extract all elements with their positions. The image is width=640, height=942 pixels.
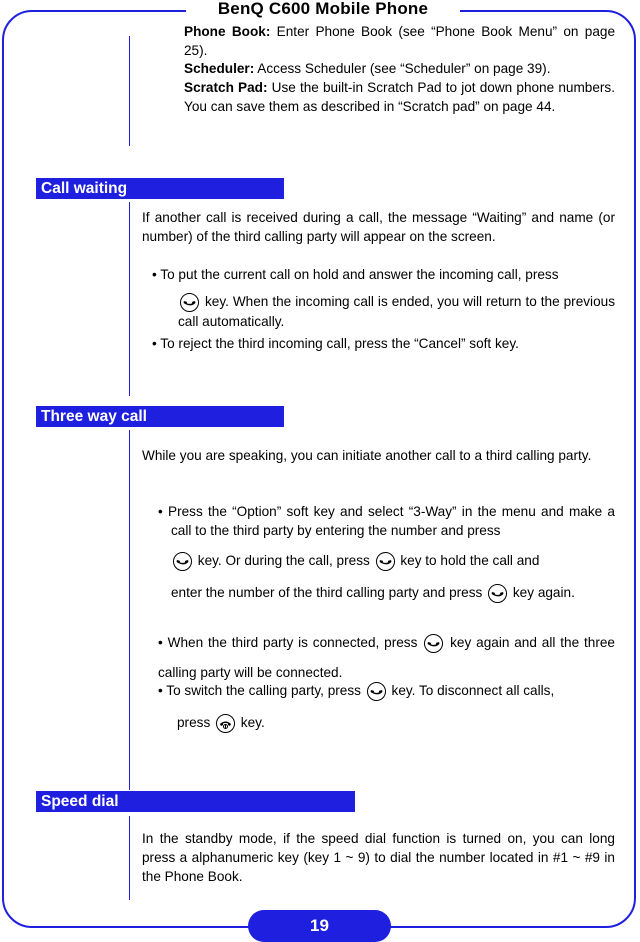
page-number: 19 <box>248 910 391 942</box>
margin-rule <box>129 430 130 790</box>
scheduler-entry <box>184 59 615 78</box>
three-way-bullet-option-cont2 <box>171 578 615 608</box>
scratch-pad-term: Scratch Pad: <box>184 80 268 95</box>
three-way-switch-a: • To switch the calling party, press <box>158 683 365 698</box>
send-key-icon <box>367 682 386 701</box>
three-way-text-e: key again. <box>509 585 575 600</box>
page-header-title: BenQ C600 Mobile Phone <box>186 0 460 19</box>
margin-rule <box>129 202 130 396</box>
send-key-icon <box>180 293 199 312</box>
bullet-line: • To put the current call on hold and answer the incoming call, press <box>152 267 559 282</box>
phone-book-text: Enter Phone Book (see “Phone Book Menu” on page 25). <box>184 24 615 58</box>
margin-rule <box>129 36 130 146</box>
three-way-switch-b: key. To disconnect all calls, <box>387 683 555 698</box>
section-heading-three-way-call: Three way call <box>36 406 284 427</box>
phone-book-term: Phone Book: <box>184 24 271 39</box>
margin-rule <box>129 816 130 900</box>
call-waiting-bullet-hold <box>152 260 615 290</box>
call-waiting-paragraph: If another call is received during a call, the message “Waiting” and name (or number) of the third calling party will appear on the screen. <box>142 210 615 244</box>
scratch-pad-text: Use the built-in Scratch Pad to jot down phone numbers. You can save them as described in “Scratch pad” on page 44. <box>184 80 615 114</box>
section-heading-call-waiting: Call waiting <box>36 178 284 199</box>
three-way-paragraph: While you are speaking, you can initiate another call to a third calling party. <box>142 448 592 463</box>
three-way-bullet-switch <box>158 676 615 706</box>
three-way-switch-d: key. <box>237 715 265 730</box>
three-way-bullet-option <box>158 502 615 540</box>
call-waiting-hold-text: key. When the incoming call is ended, you will return to the previous call automatically. <box>178 294 615 329</box>
send-key-icon <box>424 634 443 653</box>
section-heading-speed-dial: Speed dial <box>36 791 355 812</box>
three-way-text-d: enter the number of the third calling party and press <box>171 585 487 600</box>
speed-dial-paragraph: In the standby mode, if the speed dial function is turned on, you can long press a alphanumeric key (key 1 ~ 9) to dial the number located in #1 ~ #9 in the Phone Book. <box>142 831 615 884</box>
scheduler-text: Access Scheduler (see “Scheduler” on page 39). <box>254 61 551 76</box>
send-key-icon <box>173 552 192 571</box>
end-key-icon <box>216 714 235 733</box>
three-way-connected-a: • When the third party is connected, press <box>158 635 423 650</box>
three-way-bullet-option-cont <box>171 546 615 576</box>
send-key-icon <box>488 584 507 603</box>
three-way-text-c: key to hold the call and <box>396 553 540 568</box>
phone-book-entry <box>184 22 615 60</box>
three-way-bullet-switch-cont <box>177 708 615 738</box>
call-waiting-bullet-hold-cont <box>178 292 615 331</box>
scheduler-term: Scheduler: <box>184 61 255 76</box>
call-waiting-bullet-reject: • To reject the third incoming call, press the “Cancel” soft key. <box>152 336 519 351</box>
three-way-option-text: • Press the “Option” soft key and select “3-Way” in the menu and make a call to the third party by entering the number and press <box>158 504 615 538</box>
three-way-connected-b: key again and all the three calling party will be connected. <box>158 635 615 680</box>
scratch-pad-entry <box>184 78 615 116</box>
three-way-text-b: key. Or during the call, press <box>194 553 374 568</box>
three-way-switch-c: press <box>177 715 215 730</box>
send-key-icon <box>376 552 395 571</box>
